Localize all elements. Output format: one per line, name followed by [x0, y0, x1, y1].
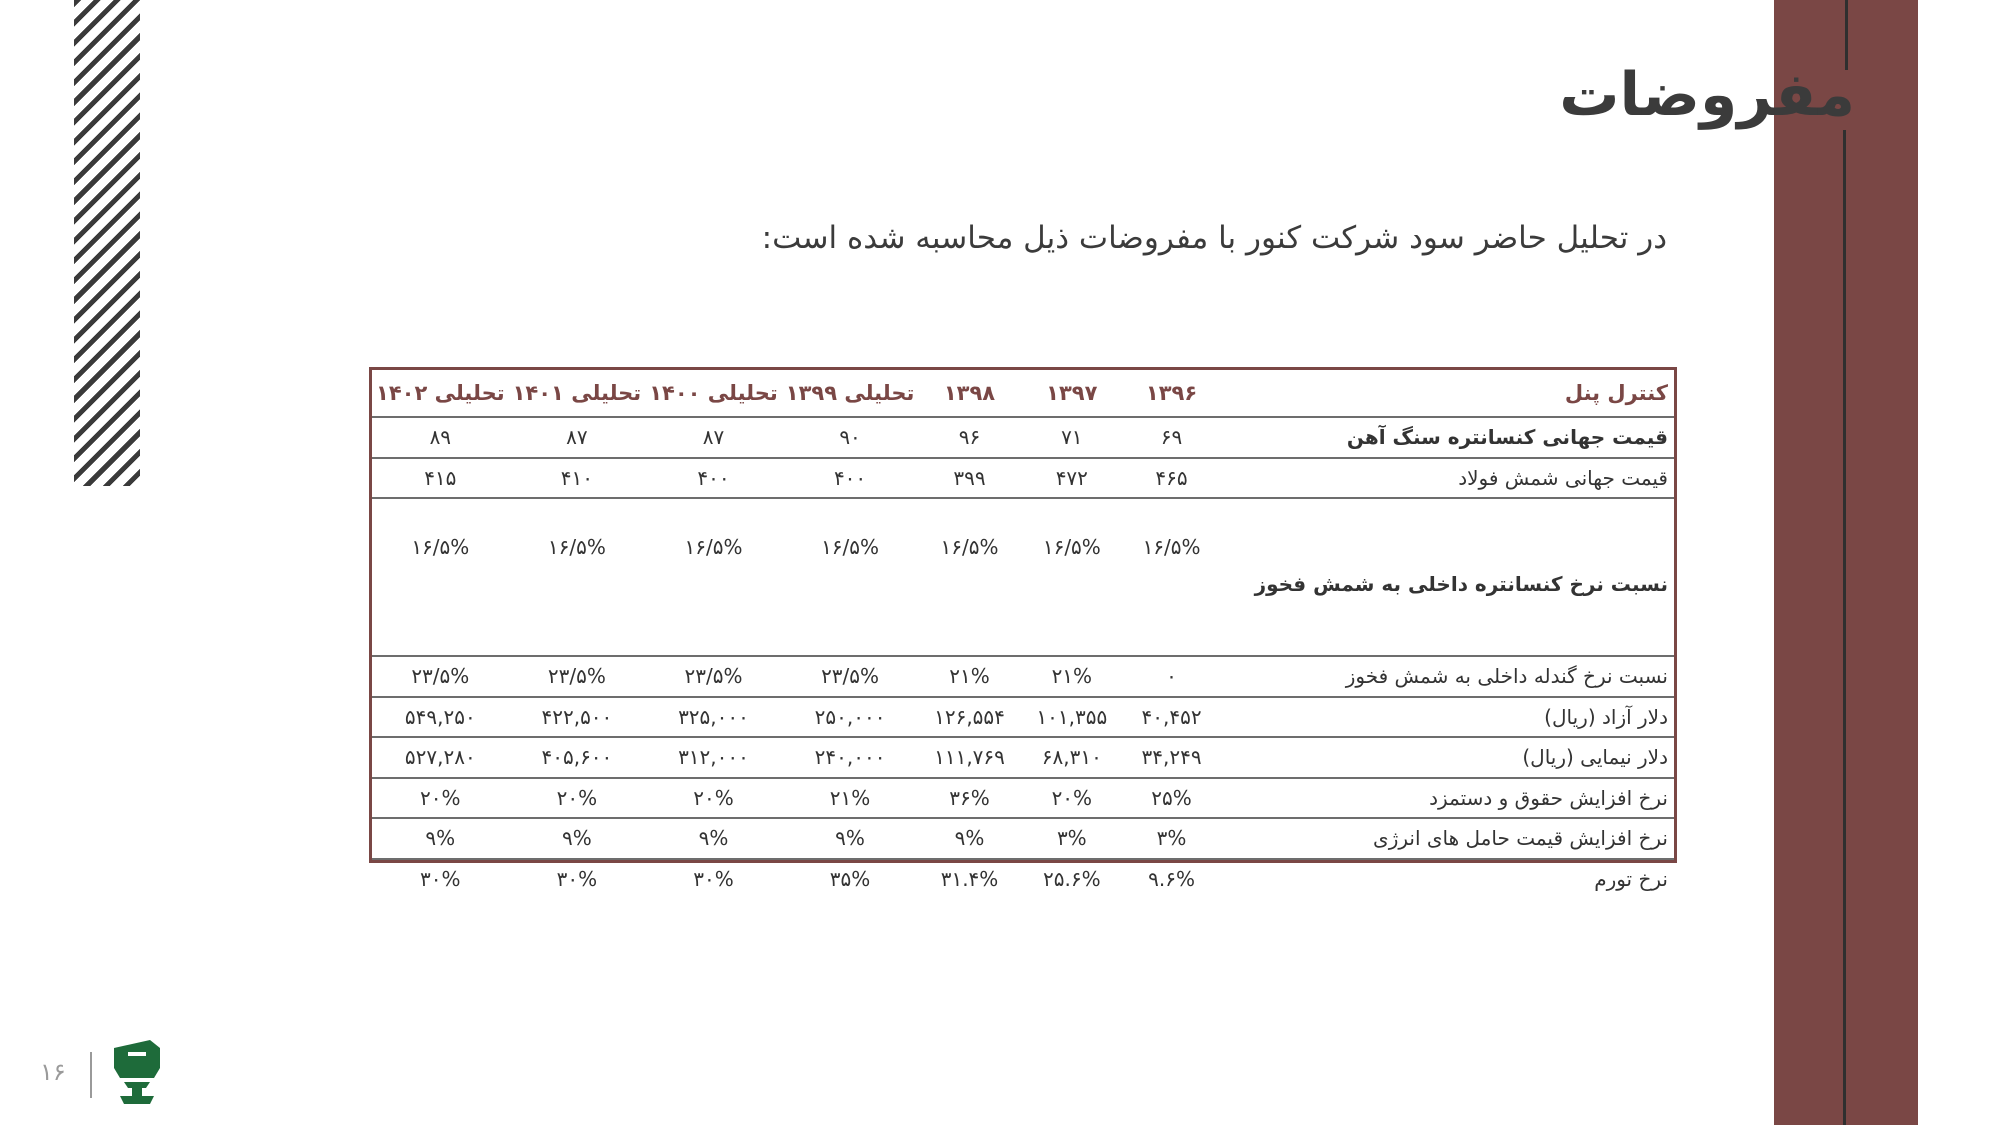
page-subtitle: در تحلیل حاضر سود شرکت کنور با مفروضات ذیل محاسبه شده است:	[761, 220, 1667, 256]
row-label: نسبت نرخ گندله داخلی به شمش فخوز	[1220, 656, 1674, 697]
table-cell: ۳۰%	[645, 859, 782, 900]
table-cell: ۲۱%	[782, 778, 919, 819]
header-year: ۱۳۹۸	[943, 381, 996, 405]
row-label: دلار نیمایی (ریال)	[1220, 737, 1674, 778]
table-cell: ۲۰%	[645, 778, 782, 819]
table-cell: ۳۵%	[782, 859, 919, 900]
table-cell: ۸۹	[372, 417, 509, 458]
table-row	[372, 737, 1674, 778]
table-cell: ۱۶/۵%	[1123, 498, 1220, 656]
table-cell: ۳%	[1021, 818, 1123, 859]
table-cell: ۹%	[645, 818, 782, 859]
header-year: ۱۳۹۶	[1145, 381, 1198, 405]
table-cell: ۹۰	[782, 417, 919, 458]
row-label: نرخ افزایش قیمت حامل های انرژی	[1220, 818, 1674, 859]
table-cell: ۱۶/۵%	[918, 498, 1020, 656]
table-cell: ۴۷۲	[1021, 458, 1123, 499]
header-year: تحلیلی ۱۴۰۰	[649, 381, 778, 405]
row-label: دلار آزاد (ریال)	[1220, 697, 1674, 738]
table-cell: ۵۴۹,۲۵۰	[372, 697, 509, 738]
table-cell: ۲۰%	[509, 778, 646, 819]
table-cell: ۲۵.۶%	[1021, 859, 1123, 900]
table-cell: ۳۹۹	[918, 458, 1020, 499]
table-row	[372, 417, 1674, 458]
table-cell: ۹%	[509, 818, 646, 859]
table-cell: ۳۲۵,۰۰۰	[645, 697, 782, 738]
footer-divider	[90, 1052, 92, 1098]
table-cell: ۳۰%	[372, 859, 509, 900]
table-cell: ۳۶%	[918, 778, 1020, 819]
table-cell: ۱۶/۵%	[1021, 498, 1123, 656]
table-cell: ۳۱.۴%	[918, 859, 1020, 900]
header-year: ۱۳۹۷	[1046, 381, 1098, 405]
header-year: تحلیلی ۱۳۹۹	[785, 381, 915, 405]
table-cell: ۲۳/۵%	[645, 656, 782, 697]
table-cell: ۲۳/۵%	[509, 656, 646, 697]
row-label: نسبت نرخ کنسانتره داخلی به شمش فخوز	[1220, 498, 1674, 656]
header-label: کنترل پنل	[1564, 381, 1668, 405]
table-cell: ۲۳/۵%	[782, 656, 919, 697]
row-label: نرخ تورم	[1220, 859, 1674, 900]
table-cell: ۴۶۵	[1123, 458, 1220, 499]
table-cell: ۲۱%	[1021, 656, 1123, 697]
table-cell: ۹.۶%	[1123, 859, 1220, 900]
table-cell: ۲۴۰,۰۰۰	[782, 737, 919, 778]
table-cell: ۱۶/۵%	[372, 498, 509, 656]
table-cell: ۲۰%	[372, 778, 509, 819]
table-cell: ۱۲۶,۵۵۴	[918, 697, 1020, 738]
table-cell: ۴۱۰	[509, 458, 646, 499]
table-cell: ۱۶/۵%	[509, 498, 646, 656]
company-logo-icon	[110, 1038, 162, 1108]
decorative-hatch-pattern	[74, 0, 140, 486]
table-cell: ۹%	[372, 818, 509, 859]
table-cell: ۴۱۵	[372, 458, 509, 499]
table-row	[372, 498, 1674, 656]
row-label: نرخ افزایش حقوق و دستمزد	[1220, 778, 1674, 819]
page-number: ۱۶	[40, 1058, 66, 1086]
table-cell: ۱۶/۵%	[645, 498, 782, 656]
table-cell: ۲۱%	[918, 656, 1020, 697]
table-cell: ۴۰۵,۶۰۰	[509, 737, 646, 778]
table-cell: ۸۷	[645, 417, 782, 458]
table-cell: ۱۱۱,۷۶۹	[918, 737, 1020, 778]
table-cell: ۲۰%	[1021, 778, 1123, 819]
table-cell: ۶۹	[1123, 417, 1220, 458]
table-cell: ۱۶/۵%	[782, 498, 919, 656]
table-cell: ۹۶	[918, 417, 1020, 458]
table-row	[372, 656, 1674, 697]
row-label: قیمت جهانی کنسانتره سنگ آهن	[1220, 417, 1674, 458]
row-label: قیمت جهانی شمش فولاد	[1220, 458, 1674, 499]
table-cell: ۳۰%	[509, 859, 646, 900]
table-row	[372, 818, 1674, 859]
table-header-row	[372, 370, 1674, 417]
table-cell: ۲۵۰,۰۰۰	[782, 697, 919, 738]
table-row	[372, 697, 1674, 738]
side-accent-line	[1843, 130, 1846, 1125]
header-year: تحلیلی ۱۴۰۱	[512, 381, 642, 405]
table-cell: ۳۱۲,۰۰۰	[645, 737, 782, 778]
header-year: تحلیلی ۱۴۰۲	[376, 381, 505, 405]
table-cell: ۵۲۷,۲۸۰	[372, 737, 509, 778]
table-cell: ۹%	[918, 818, 1020, 859]
table-cell: ۴۲۲,۵۰۰	[509, 697, 646, 738]
table-cell: ۲۵%	[1123, 778, 1220, 819]
table-cell: ۹%	[782, 818, 919, 859]
table-cell: ۸۷	[509, 417, 646, 458]
page-title: مفروضات	[1559, 60, 1855, 130]
table-cell: ۰	[1123, 656, 1220, 697]
table-cell: ۶۸,۳۱۰	[1021, 737, 1123, 778]
table-cell: ۳%	[1123, 818, 1220, 859]
table-cell: ۱۰۱,۳۵۵	[1021, 697, 1123, 738]
table-row	[372, 859, 1674, 900]
table-cell: ۷۱	[1021, 417, 1123, 458]
table-cell: ۴۰۰	[645, 458, 782, 499]
side-accent-band	[1774, 0, 1918, 1125]
table-row	[372, 458, 1674, 499]
assumptions-table	[372, 370, 1674, 899]
table-cell: ۴۰۰	[782, 458, 919, 499]
assumptions-table-container	[369, 367, 1677, 892]
table-cell: ۲۳/۵%	[372, 656, 509, 697]
table-row	[372, 778, 1674, 819]
table-cell: ۴۰,۴۵۲	[1123, 697, 1220, 738]
table-cell: ۳۴,۲۴۹	[1123, 737, 1220, 778]
